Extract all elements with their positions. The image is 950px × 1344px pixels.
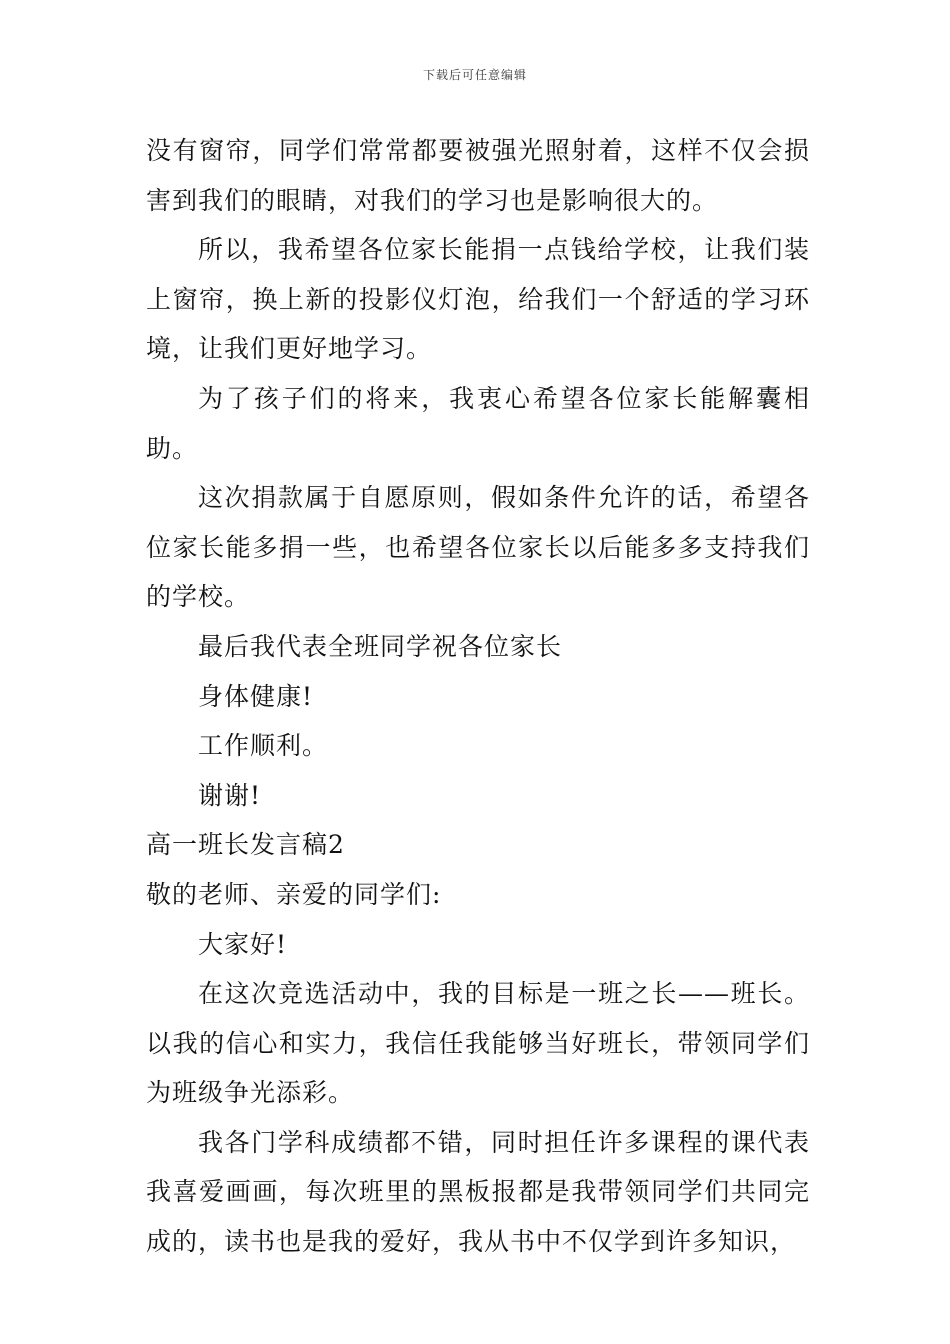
paragraph: 我各门学科成绩都不错，同时担任许多课程的课代表我喜爱画画，每次班里的黑板报都是我带领同学们共同完成的，读书也是我的爱好，我从书中不仅学到许多知识， xyxy=(146,1127,810,1257)
section-heading: 高一班长发言稿2 xyxy=(146,830,345,860)
paragraph: 这次捐款属于自愿原则，假如条件允许的话，希望各位家长能多捐一些，也希望各位家长以后能多多支持我们的学校。 xyxy=(146,483,810,612)
document-body xyxy=(146,126,810,1267)
paragraph: 为了孩子们的将来，我衷心希望各位家长能解囊相助。 xyxy=(146,383,810,463)
salutation: 敬的老师、亲爱的同学们: xyxy=(146,879,442,909)
paragraph: 所以，我希望各位家长能捐一点钱给学校，让我们装上窗帘，换上新的投影仪灯泡，给我们一个舒适的学习环境，让我们更好地学习。 xyxy=(146,235,810,364)
paragraph: 没有窗帘，同学们常常都要被强光照射着，这样不仅会损害到我们的眼睛，对我们的学习也是影响很大的。 xyxy=(146,136,810,215)
paragraph: 谢谢! xyxy=(198,780,262,810)
paragraph: 最后我代表全班同学祝各位家长 xyxy=(198,631,563,661)
paragraph: 工作顺利。 xyxy=(198,731,329,761)
paragraph: 在这次竞选活动中，我的目标是一班之长——班长。以我的信心和实力，我信任我能够当好班长，带领同学们为班级争光添彩。 xyxy=(146,979,810,1108)
paragraph: 身体健康! xyxy=(198,681,314,711)
page-header: 下载后可任意编辑 xyxy=(422,68,527,82)
paragraph: 大家好! xyxy=(198,929,288,959)
